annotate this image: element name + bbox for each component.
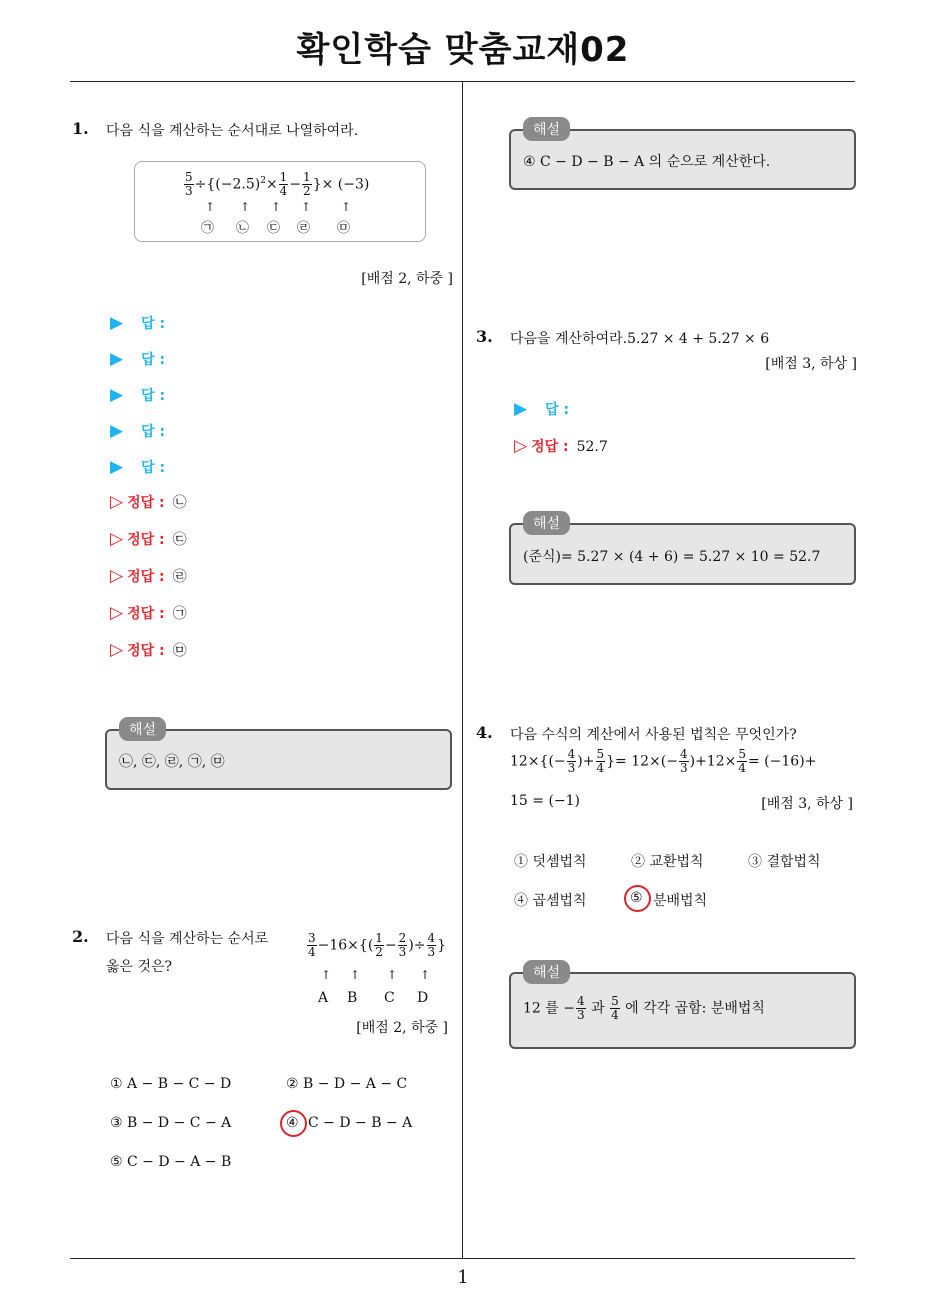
order-arrow: ↑ [205,200,216,214]
question-number: 2. [72,927,89,946]
fraction: $\frac{4}{3}$ [679,747,688,775]
correct-answer-row: ▷ 정답 : ㉢ [110,529,187,549]
explanation-tag: 해설 [523,511,570,535]
correct-answer-row: ▷ 정답 : ㉤ [110,640,187,660]
triangle-outline-icon: ▷ [110,529,124,549]
option-3[interactable]: ③ B − D − C − A [110,1115,232,1131]
expression: $\frac{3}{4}$ −16×{( $\frac{1}{2}$ − $\frac{2}{3}$ )÷ $\frac{4}{3}$ } [308,931,447,959]
equation-line: 15 = (−1) [510,793,581,809]
explanation-text: ④ C − D − B − A 의 순으로 계산한다. [523,154,771,170]
question-text: 다음 식을 계산하는 순서로 [106,931,269,947]
explanation-tag: 해설 [119,717,166,741]
option-number: ⑤ [630,890,643,906]
option-4[interactable]: ④ 곱셈법칙 [514,893,587,909]
play-icon: ▶ [514,399,528,419]
play-icon: ▶ [110,457,124,477]
order-mark: ㉡ [236,221,250,236]
order-arrow: ↑ [301,200,312,214]
answer-row: ▶ 답 : [110,349,166,369]
play-icon: ▶ [110,421,124,441]
question-text: 옳은 것은? [106,959,173,975]
order-arrow: ↑ [321,968,332,982]
fraction: $\frac{1}{2}$ [303,170,311,198]
fraction: $\frac{5}{4}$ [596,747,605,775]
option-5[interactable] [624,885,651,912]
order-letter: B [347,990,358,1006]
score-label: [배점 3, 하상 ] [761,796,853,812]
question-number: 3. [476,327,493,346]
fraction: $\frac{1}{4}$ [279,170,288,198]
page-title: 확인학습 맞춤교재02 [296,30,630,70]
order-arrow: ↑ [271,200,282,214]
fraction: $\frac{2}{3}$ [398,931,407,959]
explanation-text: (준식)= 5.27 × (4 + 6) = 5.27 × 10 = 52.7 [523,549,821,565]
triangle-outline-icon: ▷ [110,640,124,660]
order-mark: ㉢ [267,221,281,236]
correct-answer-row: ▷ 정답 : 52.7 [514,436,608,456]
option-2[interactable]: ② 교환법칙 [631,854,704,870]
option-1[interactable]: ① 덧셈법칙 [514,854,587,870]
fraction: $\frac{1}{2}$ [375,931,383,959]
fraction: $\frac{4}{3}$ [567,747,576,775]
expression: $\frac{5}{3}$ $\div\{(-2.5)^2\times$ $\frac{1}{4}$ − $\frac{1}{2}$ }× (−3) [185,170,370,198]
play-icon: ▶ [110,385,124,405]
order-arrow: ↑ [350,968,361,982]
play-icon: ▶ [110,313,124,333]
question-number: 1. [72,119,89,138]
explanation-text: 12 를 − $\frac{4}{3}$ 과 $\frac{5}{4}$ 에 각각 곱함: 분배법칙 [523,994,765,1022]
expression-box [134,161,426,242]
option-4[interactable] [280,1110,307,1137]
explanation-tag: 해설 [523,960,570,984]
score-label: [배점 2, 하중 ] [356,1020,448,1036]
option-5-text: 분배법칙 [653,893,708,909]
footer-rule [70,1258,855,1259]
question-text: 다음을 계산하여라.5.27 × 4 + 5.27 × 6 [510,331,770,347]
explanation-text: ㉡, ㉢, ㉣, ㉠, ㉤ [119,754,225,770]
question-text: 다음 식을 계산하는 순서대로 나열하여라. [106,123,359,139]
answer-row: ▶ 답 : [110,457,166,477]
order-arrow: ↑ [387,968,398,982]
score-label: [배점 3, 하상 ] [765,356,857,372]
answer-row: ▶ 답 : [110,385,166,405]
order-letter: A [318,990,329,1006]
answer-row: ▶ 답 : [110,313,166,333]
fraction: $\frac{4}{3}$ [427,931,436,959]
equation: 12×{(− $\frac{4}{3}$ )+ $\frac{5}{4}$ }= 12×(− $\frac{4}{3}$ )+12× $\frac{5}{4}$ = (−16)+ [510,747,817,775]
answer-row: ▶ 답 : [110,421,166,441]
triangle-outline-icon: ▷ [110,492,124,512]
column-divider [462,82,463,1258]
correct-answer-row: ▷ 정답 : ㉣ [110,566,187,586]
option-2[interactable]: ② B − D − A − C [286,1076,408,1092]
option-5[interactable]: ⑤ C − D − A − B [110,1154,232,1170]
play-icon: ▶ [110,349,124,369]
fraction: $\frac{4}{3}$ [576,994,585,1022]
explanation-tag: 해설 [523,117,570,141]
order-arrow: ↑ [341,200,352,214]
option-1[interactable]: ① A − B − C − D [110,1076,232,1092]
triangle-outline-icon: ▷ [514,436,528,456]
order-mark: ㉤ [337,221,351,236]
fraction: $\frac{5}{3}$ [185,170,193,198]
question-number: 4. [476,723,493,742]
option-number: ④ [286,1115,299,1131]
option-3[interactable]: ③ 결합법칙 [748,854,821,870]
order-arrow: ↑ [420,968,431,982]
correct-answer-row: ▷ 정답 : ㉠ [110,603,187,623]
order-mark: ㉣ [297,221,311,236]
fraction: $\frac{3}{4}$ [308,931,316,959]
order-letter: C [384,990,395,1006]
answer-row: ▶ 답 : [514,399,570,419]
order-mark: ㉠ [201,221,215,236]
triangle-outline-icon: ▷ [110,566,124,586]
score-label: [배점 2, 하중 ] [361,271,453,287]
fraction: $\frac{5}{4}$ [738,747,746,775]
triangle-outline-icon: ▷ [110,603,124,623]
option-4-text: C − D − B − A [308,1115,413,1131]
correct-answer-row: ▷ 정답 : ㉡ [110,492,187,512]
page-number: 1 [457,1267,469,1288]
question-text: 다음 수식의 계산에서 사용된 법칙은 무엇인가? [510,727,797,743]
order-arrow: ↑ [240,200,251,214]
order-letter: D [417,990,429,1006]
fraction: $\frac{5}{4}$ [611,994,619,1022]
